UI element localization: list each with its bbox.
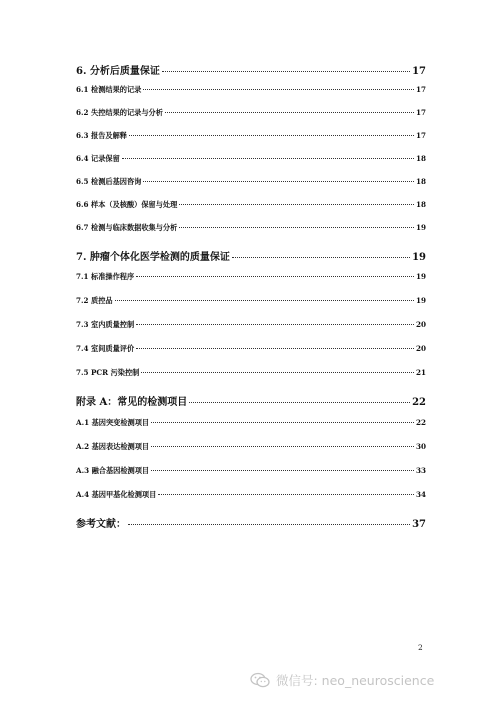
toc-dot-leader xyxy=(115,300,414,301)
toc-dot-leader xyxy=(179,204,414,205)
toc-entry-page: 17 xyxy=(412,66,426,77)
toc-entry-page: 22 xyxy=(412,397,426,408)
toc-dot-leader xyxy=(122,158,414,159)
toc-entry[interactable] xyxy=(76,418,426,428)
toc-entry[interactable] xyxy=(76,515,426,530)
toc-entry-page: 18 xyxy=(415,200,426,209)
toc-entry-page: 17 xyxy=(415,108,426,117)
toc-dot-leader xyxy=(141,372,414,373)
toc-entry-label: 7.1 标准操作程序 xyxy=(76,272,135,281)
toc-entry-page: 22 xyxy=(415,418,426,427)
watermark xyxy=(250,671,434,689)
toc-dot-leader xyxy=(162,71,410,72)
toc-entry[interactable] xyxy=(76,85,426,95)
toc-dot-leader xyxy=(136,348,414,349)
toc-entry[interactable] xyxy=(76,62,426,77)
toc-entry[interactable] xyxy=(76,442,426,452)
toc-entry-label: 7.2 质控品 xyxy=(76,296,113,305)
toc-entry-label: A.2 基因表达检测项目 xyxy=(76,442,150,451)
toc-entry-page: 30 xyxy=(415,442,426,451)
toc-entry-page: 18 xyxy=(415,154,426,163)
toc-entry-label: 7.5 PCR 污染控制 xyxy=(76,368,140,377)
toc-dot-leader xyxy=(143,89,414,90)
toc-entry[interactable] xyxy=(76,131,426,141)
toc-dot-leader xyxy=(151,446,414,447)
toc-entry-label: 6.4 记录保留 xyxy=(76,154,120,163)
toc-entry[interactable] xyxy=(76,200,426,210)
toc-entry[interactable] xyxy=(76,108,426,118)
toc-entry[interactable] xyxy=(76,223,426,233)
toc-entry-page: 19 xyxy=(415,223,426,232)
toc-entry[interactable] xyxy=(76,490,426,500)
toc-entry-label: A.4 基因甲基化检测项目 xyxy=(76,490,157,499)
toc-entry-label: 6. 分析后质量保证 xyxy=(76,66,160,77)
toc-entry[interactable] xyxy=(76,296,426,306)
toc-dot-leader xyxy=(136,324,414,325)
toc-dot-leader xyxy=(129,135,414,136)
toc-entry-page: 17 xyxy=(415,131,426,140)
page-number: 2 xyxy=(418,643,423,652)
wechat-icon xyxy=(250,672,270,688)
toc-entry-page: 20 xyxy=(415,320,426,329)
toc-entry-page: 19 xyxy=(415,296,426,305)
toc-dot-leader xyxy=(151,422,414,423)
toc-entry[interactable] xyxy=(76,368,426,378)
toc-entry[interactable] xyxy=(76,177,426,187)
toc-dot-leader xyxy=(179,227,414,228)
toc-dot-leader xyxy=(128,524,410,525)
toc-entry-page: 19 xyxy=(412,252,426,263)
toc-entry-label: 6.2 失控结果的记录与分析 xyxy=(76,108,163,117)
toc-entry[interactable] xyxy=(76,320,426,330)
toc-entry-label: 附录 A：常见的检测项目 xyxy=(76,397,188,408)
toc-entry-label: 7.3 室内质量控制 xyxy=(76,320,135,329)
toc-entry-label: A.3 融合基因检测项目 xyxy=(76,466,150,475)
toc-entry-label: 7. 肿瘤个体化医学检测的质量保证 xyxy=(76,252,230,263)
toc-dot-leader xyxy=(158,494,414,495)
toc-entry-page: 34 xyxy=(415,490,426,499)
toc-entry-page: 20 xyxy=(415,344,426,353)
toc-entry[interactable] xyxy=(76,272,426,282)
toc-entry-page: 17 xyxy=(415,85,426,94)
toc-entry-label: A.1 基因突变检测项目 xyxy=(76,418,150,427)
toc-dot-leader xyxy=(232,257,410,258)
toc-entry-label: 6.6 样本（及核酸）保留与处理 xyxy=(76,200,178,209)
toc-entry[interactable] xyxy=(76,248,426,263)
toc-entry[interactable] xyxy=(76,154,426,164)
toc-entry-page: 33 xyxy=(415,466,426,475)
toc-entry-label: 6.7 检测与临床数据收集与分析 xyxy=(76,223,178,232)
toc-entry-label: 7.4 室间质量评价 xyxy=(76,344,135,353)
toc-entry-label: 6.5 检测后基因咨询 xyxy=(76,177,142,186)
toc-entry[interactable] xyxy=(76,466,426,476)
toc-entry-page: 18 xyxy=(415,177,426,186)
watermark-text: 微信号: neo_neuroscience xyxy=(276,673,435,688)
toc-dot-leader xyxy=(165,112,414,113)
toc-dot-leader xyxy=(136,276,414,277)
toc-entry[interactable] xyxy=(76,393,426,408)
toc-entry-page: 21 xyxy=(415,368,426,377)
toc-dot-leader xyxy=(151,470,414,471)
toc-entry-page: 37 xyxy=(412,519,426,530)
toc-dot-leader xyxy=(189,402,410,403)
toc-entry-label: 6.1 检测结果的记录 xyxy=(76,85,142,94)
toc-entry[interactable] xyxy=(76,344,426,354)
toc-entry-label: 参考文献： xyxy=(76,519,126,530)
toc-entry-label: 6.3 报告及解释 xyxy=(76,131,127,140)
toc-dot-leader xyxy=(143,181,414,182)
toc-entry-page: 19 xyxy=(415,272,426,281)
